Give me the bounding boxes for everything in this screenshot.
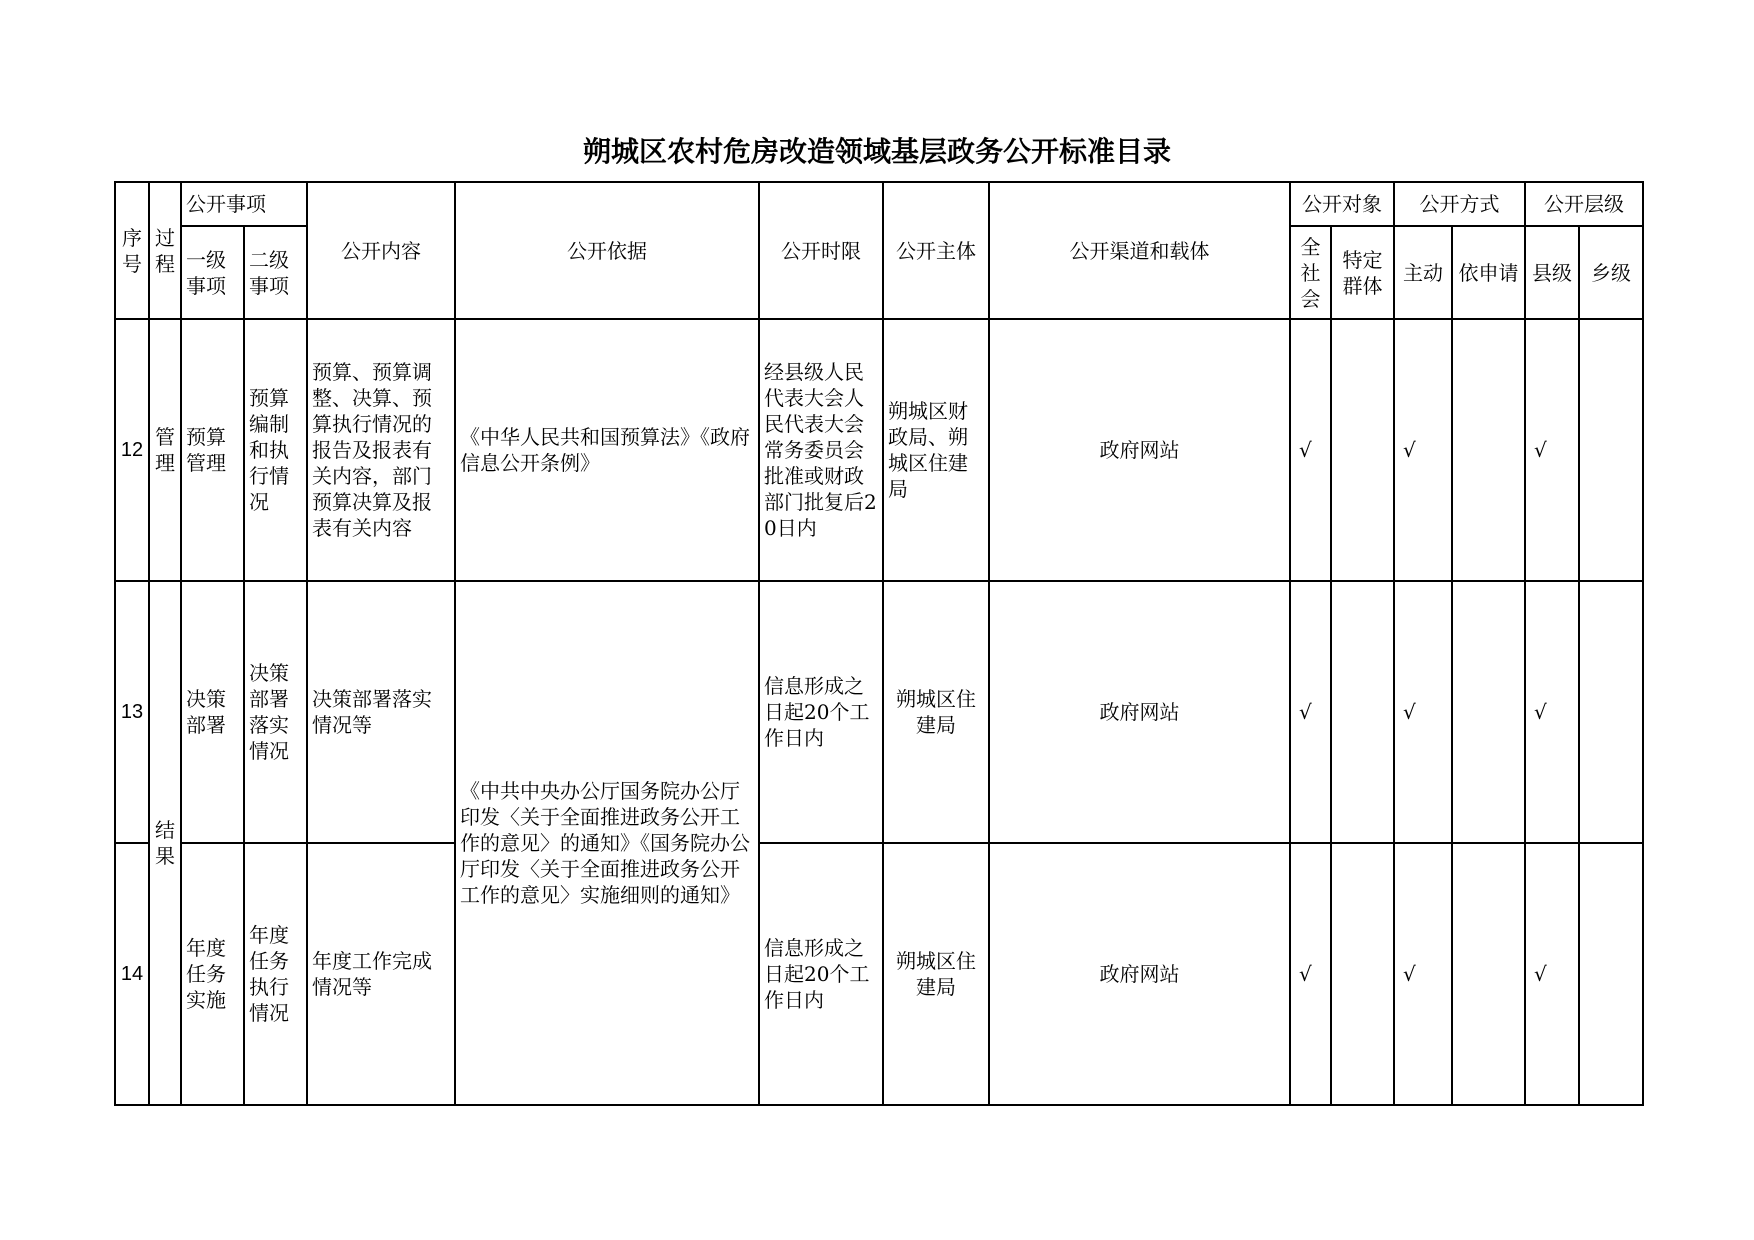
row-seq: 13 [115,581,149,843]
row-content: 决策部署落实情况等 [307,581,455,843]
row-level-township [1579,581,1643,843]
header-target-group: 公开对象 [1290,182,1394,226]
row-level2: 预算编制和执行情况 [244,319,307,581]
header-level1: 一级事项 [181,226,244,319]
row-level-township [1579,319,1643,581]
table-row [115,581,1643,843]
row-method-request [1452,843,1525,1105]
header-subject: 公开主体 [883,182,989,319]
row-level2: 年度任务执行情况 [244,843,307,1105]
header-process: 过程 [149,182,181,319]
row-time-limit: 信息形成之日起20个工作日内 [759,581,883,843]
row-content: 预算、预算调整、决算、预算执行情况的报告及报表有关内容，部门预算决算及报表有关内容 [307,319,455,581]
row-level1: 预算管理 [181,319,244,581]
row-process: 结果 [149,581,181,1105]
header-basis: 公开依据 [455,182,759,319]
row-level-county: √ [1525,319,1579,581]
header-level2: 二级事项 [244,226,307,319]
row-basis: 《中华人民共和国预算法》《政府信息公开条例》 [455,319,759,581]
row-method-active: √ [1394,581,1452,843]
header-level-group: 公开层级 [1525,182,1643,226]
header-content: 公开内容 [307,182,455,319]
row-subject: 朔城区财政局、朔城区住建局 [883,319,989,581]
row-channel: 政府网站 [989,581,1290,843]
row-subject: 朔城区住建局 [883,581,989,843]
row-target-all: √ [1290,843,1331,1105]
row-time-limit: 信息形成之日起20个工作日内 [759,843,883,1105]
header-time-limit: 公开时限 [759,182,883,319]
row-method-request [1452,319,1525,581]
row-subject: 朔城区住建局 [883,843,989,1105]
row-target-specific [1331,581,1394,843]
row-target-specific [1331,843,1394,1105]
row-method-active: √ [1394,319,1452,581]
row-level-township [1579,843,1643,1105]
row-content: 年度工作完成情况等 [307,843,455,1105]
row-seq: 12 [115,319,149,581]
row-method-request [1452,581,1525,843]
row-channel: 政府网站 [989,319,1290,581]
row-target-all: √ [1290,319,1331,581]
row-level-county: √ [1525,581,1579,843]
header-method-group: 公开方式 [1394,182,1525,226]
header-target-all: 全社会 [1290,226,1331,319]
row-level2: 决策部署落实情况 [244,581,307,843]
header-row-1 [115,182,1643,226]
row-target-all: √ [1290,581,1331,843]
header-level-county: 县级 [1525,226,1579,319]
header-seq: 序号 [115,182,149,319]
table-row [115,319,1643,581]
row-channel: 政府网站 [989,843,1290,1105]
row-method-active: √ [1394,843,1452,1105]
header-channel: 公开渠道和载体 [989,182,1290,319]
header-method-active: 主动 [1394,226,1452,319]
header-target-specific: 特定群体 [1331,226,1394,319]
row-level-county: √ [1525,843,1579,1105]
row-seq: 14 [115,843,149,1105]
header-matter-group: 公开事项 [181,182,307,226]
page-title: 朔城区农村危房改造领域基层政务公开标准目录 [582,135,1171,168]
row-level1: 年度任务实施 [181,843,244,1105]
table-row [115,843,1643,1105]
row-process: 管理 [149,319,181,581]
header-level-township: 乡级 [1579,226,1643,319]
row-level1: 决策部署 [181,581,244,843]
row-target-specific [1331,319,1394,581]
catalog-table [114,181,1644,1106]
row-basis: 《中共中央办公厅国务院办公厅印发〈关于全面推进政务公开工作的意见〉的通知》《国务院办公厅印发〈关于全面推进政务公开工作的意见〉实施细则的通知》 [455,581,759,1105]
row-time-limit: 经县级人民代表大会人民代表大会常务委员会批准或财政部门批复后20日内 [759,319,883,581]
header-method-request: 依申请 [1452,226,1525,319]
